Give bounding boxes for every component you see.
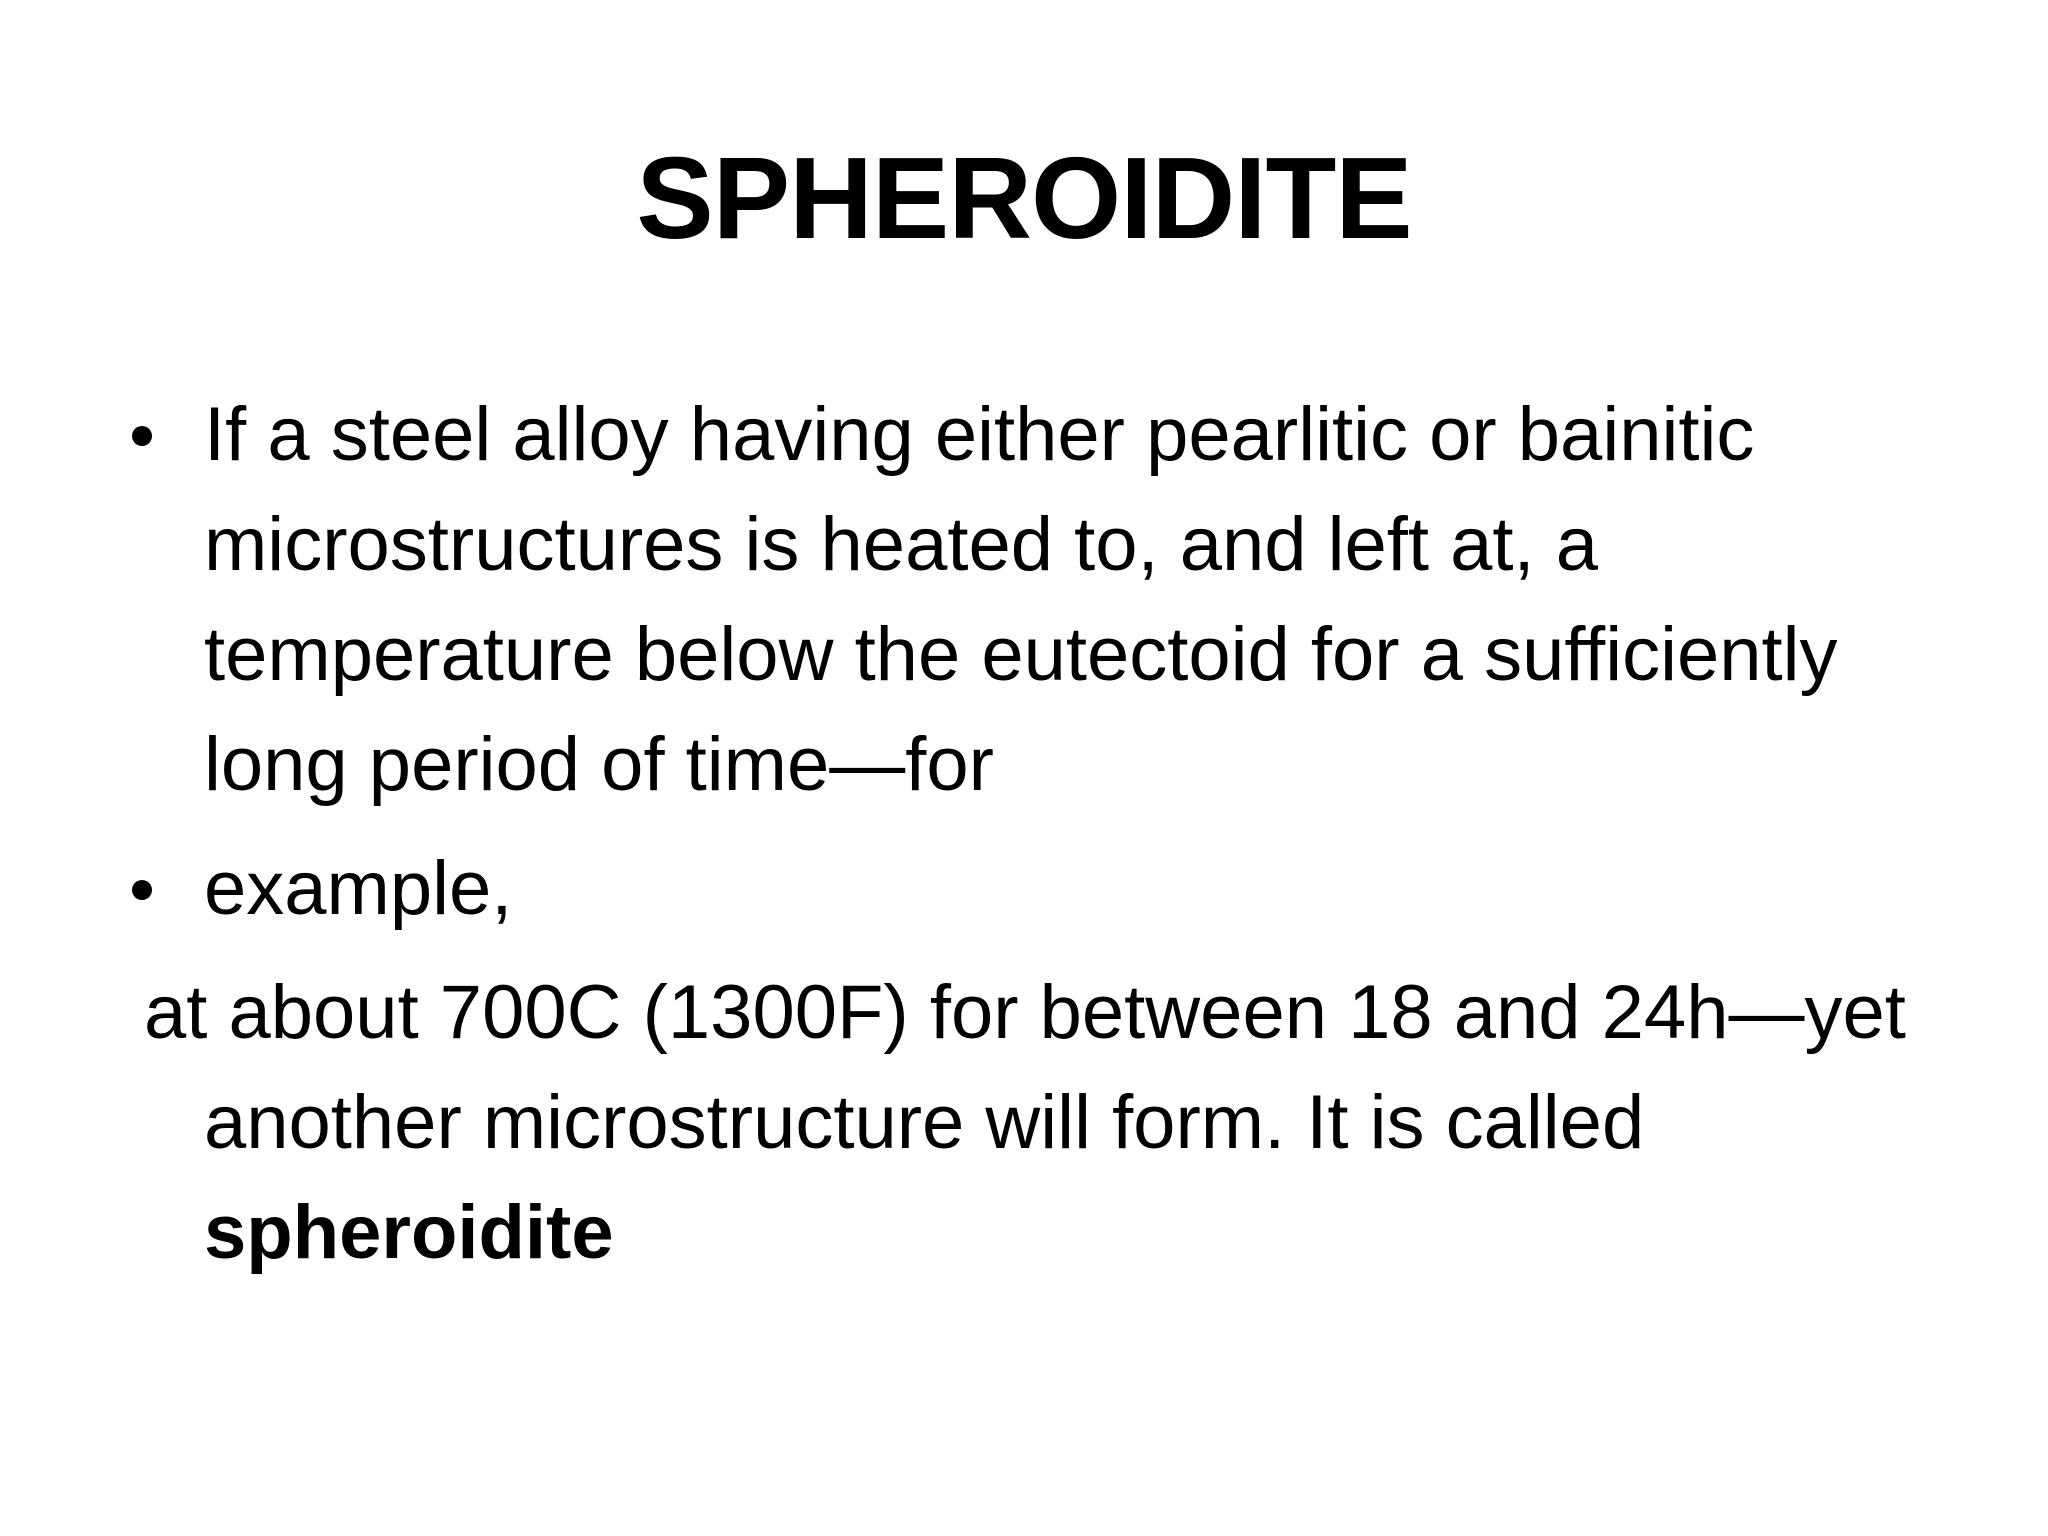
slide-body <box>128 380 1948 1288</box>
slide-title: SPHEROIDITE <box>636 133 1412 263</box>
continuation-paragraph <box>128 958 1948 1288</box>
continuation-text: at about 700C (1300F) for between 18 and 24h—yet another microstructure will form. It is called <box>144 970 1906 1165</box>
bullet-text: If a steel alloy having either pearlitic or bainitic microstructures is heated to, and left at, a temperature below the eutectoid for a sufficiently long period of time—for <box>204 392 1838 807</box>
bullet-text: example, <box>204 846 513 931</box>
emphasized-term: spheroidite <box>204 1190 614 1275</box>
bullet-item <box>128 380 1948 820</box>
bullet-item <box>128 834 1948 944</box>
